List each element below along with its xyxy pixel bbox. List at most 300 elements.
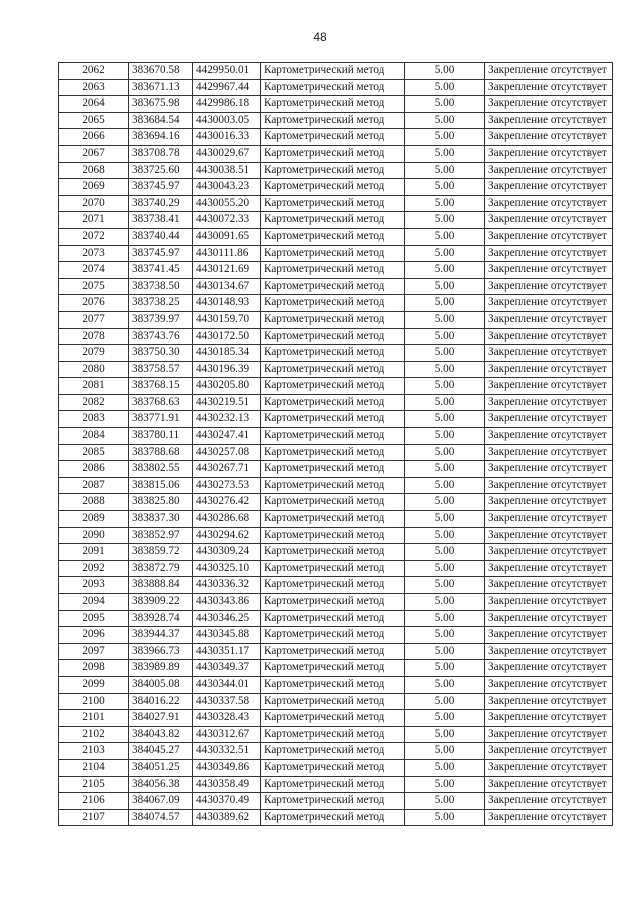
y-coordinate-cell: 4430247.41 [193,428,261,445]
marking-description-cell: Закрепление отсутствует [485,162,613,179]
x-coordinate-cell: 383738.41 [129,212,193,229]
table-row [59,212,613,229]
x-coordinate-cell: 383743.76 [129,328,193,345]
x-coordinate-cell: 383928.74 [129,610,193,627]
x-coordinate-cell: 383671.13 [129,79,193,96]
table-row [59,660,613,677]
y-coordinate-cell: 4430205.80 [193,378,261,395]
page-number: 48 [313,30,327,44]
table-row [59,228,613,245]
point-number-cell: 2076 [59,295,129,312]
marking-description-cell: Закрепление отсутствует [485,776,613,793]
x-coordinate-cell: 383780.11 [129,428,193,445]
accuracy-cell: 5.00 [405,793,485,810]
x-coordinate-cell: 383966.73 [129,643,193,660]
marking-description-cell: Закрепление отсутствует [485,676,613,693]
table-row [59,394,613,411]
accuracy-cell: 5.00 [405,295,485,312]
marking-description-cell: Закрепление отсутствует [485,345,613,362]
table-row [59,411,613,428]
accuracy-cell: 5.00 [405,676,485,693]
point-number-cell: 2063 [59,79,129,96]
marking-description-cell: Закрепление отсутствует [485,643,613,660]
method-cell: Картометрический метод [261,461,405,478]
y-coordinate-cell: 4430336.32 [193,577,261,594]
method-cell: Картометрический метод [261,776,405,793]
x-coordinate-cell: 383888.84 [129,577,193,594]
table-row [59,710,613,727]
y-coordinate-cell: 4430172.50 [193,328,261,345]
y-coordinate-cell: 4430344.01 [193,676,261,693]
method-cell: Картометрический метод [261,759,405,776]
y-coordinate-cell: 4430185.34 [193,345,261,362]
accuracy-cell: 5.00 [405,809,485,826]
point-number-cell: 2067 [59,145,129,162]
point-number-cell: 2065 [59,112,129,129]
accuracy-cell: 5.00 [405,228,485,245]
accuracy-cell: 5.00 [405,96,485,113]
x-coordinate-cell: 383708.78 [129,145,193,162]
table-row [59,776,613,793]
marking-description-cell: Закрепление отсутствует [485,245,613,262]
y-coordinate-cell: 4430196.39 [193,361,261,378]
table-row [59,676,613,693]
marking-description-cell: Закрепление отсутствует [485,793,613,810]
method-cell: Картометрический метод [261,345,405,362]
x-coordinate-cell: 383837.30 [129,511,193,528]
table-row [59,511,613,528]
x-coordinate-cell: 383738.25 [129,295,193,312]
accuracy-cell: 5.00 [405,112,485,129]
method-cell: Картометрический метод [261,411,405,428]
table-row [59,179,613,196]
marking-description-cell: Закрепление отсутствует [485,295,613,312]
accuracy-cell: 5.00 [405,610,485,627]
method-cell: Картометрический метод [261,743,405,760]
table-row [59,311,613,328]
point-number-cell: 2085 [59,444,129,461]
table-row [59,245,613,262]
accuracy-cell: 5.00 [405,262,485,279]
point-number-cell: 2098 [59,660,129,677]
table-row [59,759,613,776]
method-cell: Картометрический метод [261,295,405,312]
point-number-cell: 2097 [59,643,129,660]
table-row [59,129,613,146]
accuracy-cell: 5.00 [405,527,485,544]
x-coordinate-cell: 383694.16 [129,129,193,146]
method-cell: Картометрический метод [261,228,405,245]
x-coordinate-cell: 383745.97 [129,245,193,262]
accuracy-cell: 5.00 [405,494,485,511]
y-coordinate-cell: 4430029.67 [193,145,261,162]
marking-description-cell: Закрепление отсутствует [485,527,613,544]
accuracy-cell: 5.00 [405,643,485,660]
y-coordinate-cell: 4430038.51 [193,162,261,179]
y-coordinate-cell: 4430328.43 [193,710,261,727]
table-row [59,594,613,611]
point-number-cell: 2066 [59,129,129,146]
accuracy-cell: 5.00 [405,776,485,793]
y-coordinate-cell: 4430055.20 [193,195,261,212]
method-cell: Картометрический метод [261,594,405,611]
point-number-cell: 2080 [59,361,129,378]
accuracy-cell: 5.00 [405,245,485,262]
point-number-cell: 2087 [59,477,129,494]
marking-description-cell: Закрепление отсутствует [485,627,613,644]
x-coordinate-cell: 384027.91 [129,710,193,727]
table-row [59,112,613,129]
x-coordinate-cell: 383725.60 [129,162,193,179]
method-cell: Картометрический метод [261,560,405,577]
y-coordinate-cell: 4430370.49 [193,793,261,810]
y-coordinate-cell: 4430043.23 [193,179,261,196]
point-number-cell: 2075 [59,278,129,295]
method-cell: Картометрический метод [261,96,405,113]
marking-description-cell: Закрепление отсутствует [485,179,613,196]
table-row [59,577,613,594]
point-number-cell: 2086 [59,461,129,478]
accuracy-cell: 5.00 [405,693,485,710]
marking-description-cell: Закрепление отсутствует [485,63,613,80]
marking-description-cell: Закрепление отсутствует [485,79,613,96]
point-number-cell: 2089 [59,511,129,528]
accuracy-cell: 5.00 [405,129,485,146]
method-cell: Картометрический метод [261,179,405,196]
y-coordinate-cell: 4430111.86 [193,245,261,262]
method-cell: Картометрический метод [261,693,405,710]
accuracy-cell: 5.00 [405,411,485,428]
y-coordinate-cell: 4429986.18 [193,96,261,113]
marking-description-cell: Закрепление отсутствует [485,195,613,212]
y-coordinate-cell: 4430337.58 [193,693,261,710]
y-coordinate-cell: 4430346.25 [193,610,261,627]
point-number-cell: 2106 [59,793,129,810]
method-cell: Картометрический метод [261,278,405,295]
point-number-cell: 2091 [59,544,129,561]
table-row [59,693,613,710]
y-coordinate-cell: 4430345.88 [193,627,261,644]
x-coordinate-cell: 383739.97 [129,311,193,328]
marking-description-cell: Закрепление отсутствует [485,809,613,826]
table-row [59,278,613,295]
x-coordinate-cell: 384045.27 [129,743,193,760]
table-row [59,262,613,279]
table-row [59,643,613,660]
point-number-cell: 2103 [59,743,129,760]
marking-description-cell: Закрепление отсутствует [485,461,613,478]
accuracy-cell: 5.00 [405,378,485,395]
method-cell: Картометрический метод [261,112,405,129]
table-row [59,378,613,395]
accuracy-cell: 5.00 [405,444,485,461]
method-cell: Картометрический метод [261,610,405,627]
y-coordinate-cell: 4430332.51 [193,743,261,760]
marking-description-cell: Закрепление отсутствует [485,693,613,710]
marking-description-cell: Закрепление отсутствует [485,328,613,345]
accuracy-cell: 5.00 [405,311,485,328]
x-coordinate-cell: 383802.55 [129,461,193,478]
x-coordinate-cell: 383771.91 [129,411,193,428]
x-coordinate-cell: 383745.97 [129,179,193,196]
point-number-cell: 2090 [59,527,129,544]
y-coordinate-cell: 4430358.49 [193,776,261,793]
method-cell: Картометрический метод [261,511,405,528]
table-row [59,444,613,461]
point-number-cell: 2088 [59,494,129,511]
point-number-cell: 2101 [59,710,129,727]
y-coordinate-cell: 4430267.71 [193,461,261,478]
x-coordinate-cell: 383768.15 [129,378,193,395]
x-coordinate-cell: 384056.38 [129,776,193,793]
table-row [59,428,613,445]
method-cell: Картометрический метод [261,378,405,395]
point-number-cell: 2096 [59,627,129,644]
coordinates-table-body [59,63,613,826]
method-cell: Картометрический метод [261,145,405,162]
x-coordinate-cell: 384043.82 [129,726,193,743]
accuracy-cell: 5.00 [405,710,485,727]
x-coordinate-cell: 383944.37 [129,627,193,644]
accuracy-cell: 5.00 [405,212,485,229]
x-coordinate-cell: 383741.45 [129,262,193,279]
method-cell: Картометрический метод [261,394,405,411]
marking-description-cell: Закрепление отсутствует [485,129,613,146]
method-cell: Картометрический метод [261,660,405,677]
marking-description-cell: Закрепление отсутствует [485,544,613,561]
method-cell: Картометрический метод [261,311,405,328]
point-number-cell: 2078 [59,328,129,345]
method-cell: Картометрический метод [261,793,405,810]
x-coordinate-cell: 383989.89 [129,660,193,677]
marking-description-cell: Закрепление отсутствует [485,311,613,328]
x-coordinate-cell: 384067.09 [129,793,193,810]
point-number-cell: 2069 [59,179,129,196]
accuracy-cell: 5.00 [405,759,485,776]
method-cell: Картометрический метод [261,809,405,826]
y-coordinate-cell: 4430294.62 [193,527,261,544]
accuracy-cell: 5.00 [405,162,485,179]
table-row [59,527,613,544]
accuracy-cell: 5.00 [405,328,485,345]
accuracy-cell: 5.00 [405,179,485,196]
x-coordinate-cell: 383738.50 [129,278,193,295]
marking-description-cell: Закрепление отсутствует [485,378,613,395]
x-coordinate-cell: 383768.63 [129,394,193,411]
method-cell: Картометрический метод [261,710,405,727]
point-number-cell: 2070 [59,195,129,212]
table-row [59,145,613,162]
table-row [59,477,613,494]
marking-description-cell: Закрепление отсутствует [485,411,613,428]
y-coordinate-cell: 4430349.37 [193,660,261,677]
y-coordinate-cell: 4429950.01 [193,63,261,80]
table-row [59,295,613,312]
y-coordinate-cell: 4430349.86 [193,759,261,776]
accuracy-cell: 5.00 [405,394,485,411]
y-coordinate-cell: 4430343.86 [193,594,261,611]
table-row [59,544,613,561]
point-number-cell: 2077 [59,311,129,328]
point-number-cell: 2100 [59,693,129,710]
marking-description-cell: Закрепление отсутствует [485,594,613,611]
method-cell: Картометрический метод [261,79,405,96]
y-coordinate-cell: 4430016.33 [193,129,261,146]
point-number-cell: 2104 [59,759,129,776]
marking-description-cell: Закрепление отсутствует [485,394,613,411]
y-coordinate-cell: 4430148.93 [193,295,261,312]
x-coordinate-cell: 384051.25 [129,759,193,776]
method-cell: Картометрический метод [261,444,405,461]
marking-description-cell: Закрепление отсутствует [485,743,613,760]
accuracy-cell: 5.00 [405,361,485,378]
y-coordinate-cell: 4430219.51 [193,394,261,411]
accuracy-cell: 5.00 [405,477,485,494]
marking-description-cell: Закрепление отсутствует [485,212,613,229]
point-number-cell: 2073 [59,245,129,262]
marking-description-cell: Закрепление отсутствует [485,228,613,245]
x-coordinate-cell: 384074.57 [129,809,193,826]
table-row [59,461,613,478]
y-coordinate-cell: 4430232.13 [193,411,261,428]
marking-description-cell: Закрепление отсутствует [485,278,613,295]
marking-description-cell: Закрепление отсутствует [485,726,613,743]
marking-description-cell: Закрепление отсутствует [485,494,613,511]
accuracy-cell: 5.00 [405,461,485,478]
y-coordinate-cell: 4430273.53 [193,477,261,494]
accuracy-cell: 5.00 [405,145,485,162]
y-coordinate-cell: 4430389.62 [193,809,261,826]
table-row [59,627,613,644]
accuracy-cell: 5.00 [405,278,485,295]
point-number-cell: 2082 [59,394,129,411]
accuracy-cell: 5.00 [405,544,485,561]
point-number-cell: 2081 [59,378,129,395]
marking-description-cell: Закрепление отсутствует [485,428,613,445]
y-coordinate-cell: 4430121.69 [193,262,261,279]
y-coordinate-cell: 4430312.67 [193,726,261,743]
y-coordinate-cell: 4430309.24 [193,544,261,561]
x-coordinate-cell: 383670.58 [129,63,193,80]
marking-description-cell: Закрепление отсутствует [485,511,613,528]
accuracy-cell: 5.00 [405,345,485,362]
point-number-cell: 2071 [59,212,129,229]
table-row [59,195,613,212]
marking-description-cell: Закрепление отсутствует [485,759,613,776]
table-row [59,79,613,96]
accuracy-cell: 5.00 [405,511,485,528]
point-number-cell: 2099 [59,676,129,693]
marking-description-cell: Закрепление отсутствует [485,660,613,677]
accuracy-cell: 5.00 [405,79,485,96]
point-number-cell: 2072 [59,228,129,245]
point-number-cell: 2095 [59,610,129,627]
marking-description-cell: Закрепление отсутствует [485,710,613,727]
x-coordinate-cell: 383675.98 [129,96,193,113]
accuracy-cell: 5.00 [405,726,485,743]
table-row [59,162,613,179]
x-coordinate-cell: 383825.80 [129,494,193,511]
marking-description-cell: Закрепление отсутствует [485,444,613,461]
point-number-cell: 2068 [59,162,129,179]
method-cell: Картометрический метод [261,643,405,660]
method-cell: Картометрический метод [261,245,405,262]
point-number-cell: 2107 [59,809,129,826]
point-number-cell: 2093 [59,577,129,594]
point-number-cell: 2102 [59,726,129,743]
x-coordinate-cell: 383815.06 [129,477,193,494]
accuracy-cell: 5.00 [405,428,485,445]
x-coordinate-cell: 383788.68 [129,444,193,461]
method-cell: Картометрический метод [261,162,405,179]
x-coordinate-cell: 383872.79 [129,560,193,577]
accuracy-cell: 5.00 [405,660,485,677]
table-row [59,793,613,810]
method-cell: Картометрический метод [261,195,405,212]
method-cell: Картометрический метод [261,477,405,494]
accuracy-cell: 5.00 [405,560,485,577]
point-number-cell: 2062 [59,63,129,80]
y-coordinate-cell: 4430159.70 [193,311,261,328]
method-cell: Картометрический метод [261,527,405,544]
coordinates-table [58,62,613,826]
point-number-cell: 2074 [59,262,129,279]
point-number-cell: 2092 [59,560,129,577]
accuracy-cell: 5.00 [405,743,485,760]
method-cell: Картометрический метод [261,63,405,80]
marking-description-cell: Закрепление отсутствует [485,560,613,577]
y-coordinate-cell: 4430325.10 [193,560,261,577]
table-row [59,809,613,826]
method-cell: Картометрический метод [261,262,405,279]
y-coordinate-cell: 4430276.42 [193,494,261,511]
x-coordinate-cell: 383909.22 [129,594,193,611]
table-row [59,494,613,511]
method-cell: Картометрический метод [261,328,405,345]
marking-description-cell: Закрепление отсутствует [485,145,613,162]
method-cell: Картометрический метод [261,627,405,644]
point-number-cell: 2064 [59,96,129,113]
table-row [59,560,613,577]
accuracy-cell: 5.00 [405,195,485,212]
method-cell: Картометрический метод [261,129,405,146]
y-coordinate-cell: 4430351.17 [193,643,261,660]
method-cell: Картометрический метод [261,361,405,378]
method-cell: Картометрический метод [261,544,405,561]
point-number-cell: 2105 [59,776,129,793]
x-coordinate-cell: 383852.97 [129,527,193,544]
table-row [59,345,613,362]
y-coordinate-cell: 4430257.08 [193,444,261,461]
point-number-cell: 2094 [59,594,129,611]
accuracy-cell: 5.00 [405,63,485,80]
method-cell: Картометрический метод [261,428,405,445]
marking-description-cell: Закрепление отсутствует [485,262,613,279]
marking-description-cell: Закрепление отсутствует [485,96,613,113]
x-coordinate-cell: 383750.30 [129,345,193,362]
x-coordinate-cell: 384005.08 [129,676,193,693]
accuracy-cell: 5.00 [405,594,485,611]
table-row [59,328,613,345]
x-coordinate-cell: 384016.22 [129,693,193,710]
table-row [59,63,613,80]
point-number-cell: 2083 [59,411,129,428]
x-coordinate-cell: 383684.54 [129,112,193,129]
point-number-cell: 2084 [59,428,129,445]
table-row [59,96,613,113]
method-cell: Картометрический метод [261,577,405,594]
x-coordinate-cell: 383740.44 [129,228,193,245]
